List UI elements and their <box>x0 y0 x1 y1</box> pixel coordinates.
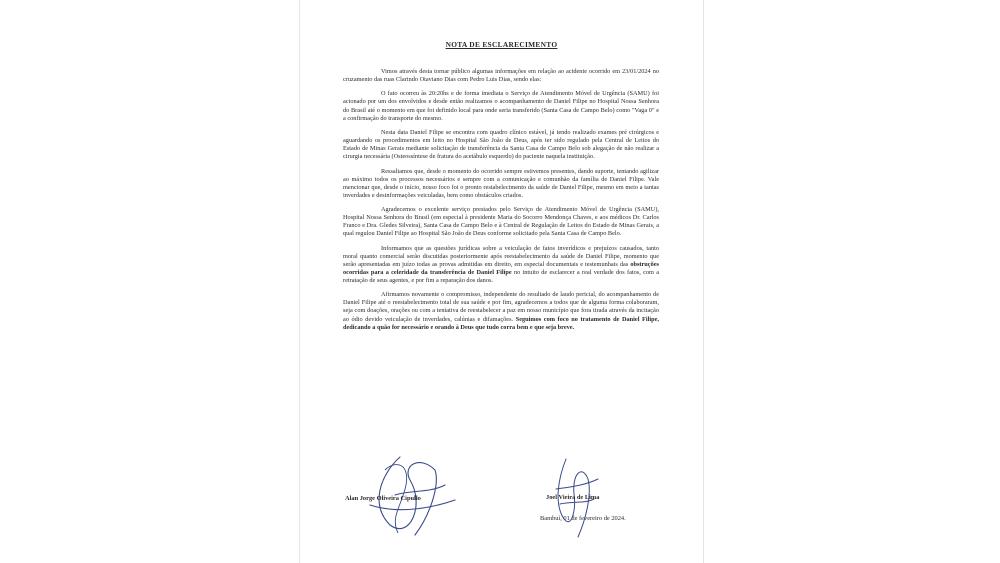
paragraph-5-text: Agradecemos o excelente serviço prestados pelo Serviço de Atendimento Móvel de Urgência (SAMU), Hospital Nossa Senhora do Brasil (em especial à presidente Maria do Socorro Mendonça Chaves, e aos médicos Dr. Carlos Franco e Dra. Gledes Silveira), Santa Casa de Campo Belo e à Central de Regulação de Leitos do Estado de Minas Gerais, a qual regulou Daniel Filipe ao Hospital São João de Deus conforme solicitado pela Santa Casa de Campo Belo. <box>343 206 659 238</box>
left-signatory-name: Alan Jorge Oliveira Cipullo <box>345 495 421 502</box>
paragraph-7-text: Afirmamos novamente o compromisso, independente do resultado de laudo pericial, do acompanhamento de Daniel Filipe até o reestabelecimento total de sua saúde e por fim, agradecemos a todos que de alguma forma colaboraram, seja com doações, orações ou com a tentativa de reestabelecer a paz em nosso município que fora tirada através da incitação ao ódio devido veiculação de inverdades, calúnias e difamações. <box>343 291 659 323</box>
paragraph-6-bold: obstruções ocorridas para a celeridade da transferência de Daniel Filipe <box>343 260 659 276</box>
paragraph-6-after: no intuito de esclarecer a real verdade dos fatos, com a retratação de seus agentes, e por fim a reparação dos danos. <box>343 268 659 284</box>
document-body <box>343 68 659 338</box>
paragraph-5 <box>343 206 659 238</box>
paragraph-2-text: O fato ocorreu às 20:20hs e de forma imediata o Serviço de Atendimento Móvel de Urgência (SAMU) foi acionado por um dos envolvidos e desde então realizamos o acompanhamento de Daniel Filipe no Hospital Nossa Senhora do Brasil até o momento em que foi definido local para onde seria transferido (Santa Casa de Campo Belo) como "Vaga 0" e a confirmação do transporte do mesmo. <box>343 90 659 122</box>
paragraph-3-text: Nesta data Daniel Filipe se encontra com quadro clínico estável, já tendo realizado exames pré cirúrgicos e aguardando os procedimentos em leito no Hospital São João de Deus, após ter sido regulado pela Central de Leitos do Estado de Minas Gerais mediante solicitação de transferência da Santa Casa de Campo Belo sob alegação de não realizar a cirurgia necessária (Osteossíntese de fratura do acetábulo esquerdo) do paciente naquela instituição. <box>343 128 659 161</box>
paragraph-7-bold: Seguimos com foco no tratamento de Daniel Filipe, dedicando a quão for necessário e orando à Deus que tudo corra bem e que seja breve. <box>343 315 659 331</box>
paragraph-2 <box>343 90 659 122</box>
document-title: NOTA DE ESCLARECIMENTO <box>445 40 558 49</box>
right-signatory-name: Joel Vieira de Lima <box>546 494 600 501</box>
paragraph-4 <box>343 168 659 200</box>
paragraph-1-text: Vimos através desta tornar público algumas informações em relação ao acidente ocorrido em 23/01/2024 no cruzamento das ruas Clarindo Otaviano Dias com Pedro Luis Dias, sendo elas: <box>343 68 659 84</box>
paragraph-3 <box>343 129 659 161</box>
paragraph-7 <box>343 291 659 331</box>
document-date: Bambuí, 01 de fevereiro de 2024. <box>540 515 626 522</box>
signature-area <box>300 445 703 563</box>
paragraph-6 <box>343 245 659 285</box>
document-page <box>299 0 704 563</box>
paragraph-4-text: Ressaltamos que, desde o momento do ocorrido sempre estivemos presentes, dando suporte, tentando agilizar ao máximo todos os processos necessários e sempre com a comunicação e comunhão da família de Daniel Filipe. Vale mencionar que, desde o início, nosso foco foi o pronto restabelecimento da saúde de Daniel Filipe, mesmo em meio a tantas inverdades e desinformações veiculadas, bem como obstáculos criados. <box>343 167 659 199</box>
paragraph-6-text: Informamos que as questões jurídicas sobre a veiculação de fatos inverídicos e prejuízos causados, tanto moral quanto comercial serão discutidas posteriormente após reestabelecimento da saúde de Daniel Filipe, momento que serão apresentadas em juízo todas as provas admitidas em direito, em especial documentais e testemunhais das <box>343 244 659 268</box>
paragraph-1 <box>343 68 659 84</box>
